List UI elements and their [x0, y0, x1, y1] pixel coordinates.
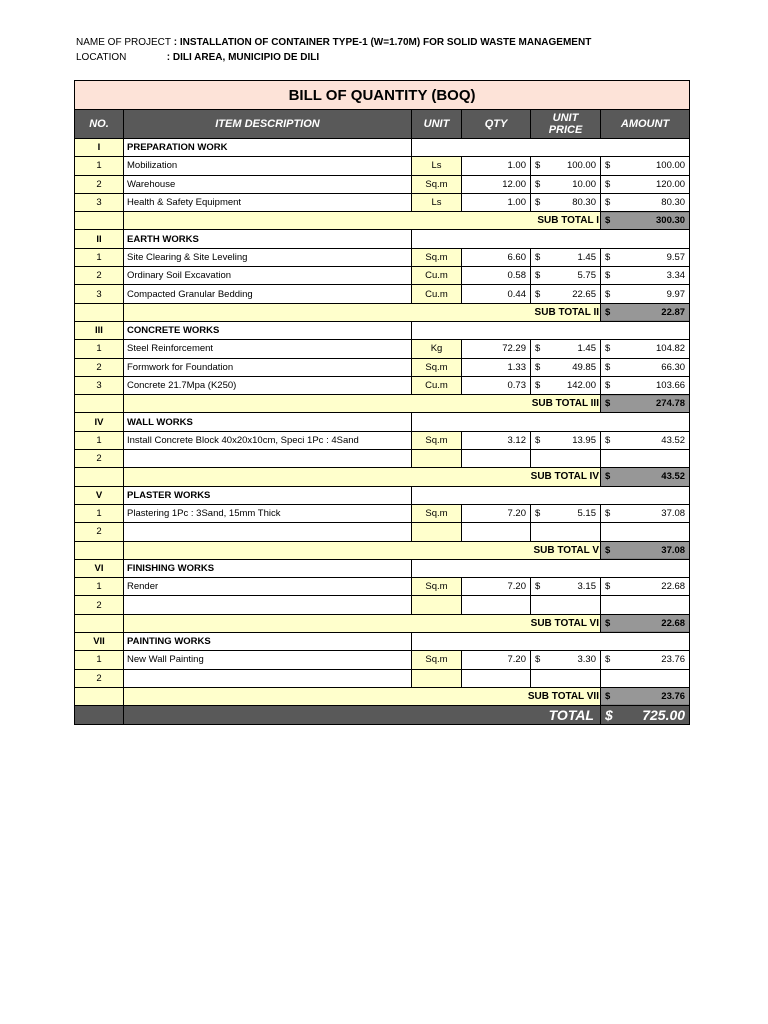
item-amount	[601, 504, 690, 522]
project-name-value: : INSTALLATION OF CONTAINER TYPE-1 (W=1.70M) FOR SOLID WASTE MANAGEMENT	[173, 37, 592, 48]
item-amount-value: 23.76	[661, 654, 686, 666]
subtotal-label: SUB TOTAL VII	[124, 687, 601, 705]
item-description	[124, 523, 412, 541]
item-unit: Sq.m	[412, 651, 462, 669]
subtotal-blank	[75, 395, 124, 413]
item-unit: Sq.m	[412, 578, 462, 596]
col-header-amount: AMOUNT	[601, 110, 690, 139]
currency-symbol: $	[535, 434, 541, 446]
item-unit	[412, 596, 462, 614]
section-row	[75, 321, 690, 339]
item-row	[75, 596, 690, 614]
currency-symbol: $	[605, 215, 611, 227]
currency-symbol: $	[605, 654, 611, 666]
item-row	[75, 157, 690, 175]
item-amount-value: 9.57	[666, 251, 686, 263]
subtotal-label: SUB TOTAL VI	[124, 614, 601, 632]
section-number: VI	[75, 559, 124, 577]
item-unit-price	[531, 376, 601, 394]
currency-symbol: $	[605, 288, 611, 300]
item-row	[75, 285, 690, 303]
item-amount	[601, 596, 690, 614]
item-description: Site Clearing & Site Leveling	[124, 248, 412, 266]
col-header-description: ITEM DESCRIPTION	[124, 110, 412, 139]
item-row	[75, 651, 690, 669]
item-row	[75, 450, 690, 468]
section-row-blank	[412, 633, 690, 651]
item-qty	[462, 669, 531, 687]
section-number: I	[75, 139, 124, 157]
section-number: VII	[75, 633, 124, 651]
item-unit: Sq.m	[412, 504, 462, 522]
section-title: PREPARATION WORK	[124, 139, 412, 157]
currency-symbol: $	[535, 343, 541, 355]
currency-symbol: $	[535, 270, 541, 282]
item-unit-price-value: 5.75	[577, 270, 596, 282]
item-unit: Cu.m	[412, 267, 462, 285]
item-number: 3	[75, 285, 124, 303]
item-row	[75, 669, 690, 687]
total-row	[75, 706, 690, 725]
item-description: Ordinary Soil Excavation	[124, 267, 412, 285]
item-amount-value: 103.66	[656, 380, 686, 391]
section-title: FINISHING WORKS	[124, 559, 412, 577]
item-amount	[601, 285, 690, 303]
item-description: Compacted Granular Bedding	[124, 285, 412, 303]
currency-symbol: $	[535, 508, 541, 520]
subtotal-amount-value: 300.30	[656, 215, 686, 227]
item-qty: 7.20	[462, 651, 531, 669]
subtotal-blank	[75, 303, 124, 321]
item-row	[75, 376, 690, 394]
item-unit-price-value: 22.65	[572, 288, 596, 300]
section-row	[75, 413, 690, 431]
item-number: 2	[75, 175, 124, 193]
item-unit-price-value: 80.30	[572, 197, 596, 209]
item-description: Install Concrete Block 40x20x10cm, Speci 1Pc : 4Sand	[124, 431, 412, 449]
item-amount	[601, 267, 690, 285]
section-row	[75, 230, 690, 248]
item-amount	[601, 248, 690, 266]
subtotal-blank	[75, 212, 124, 230]
item-number: 2	[75, 450, 124, 468]
item-row	[75, 504, 690, 522]
subtotal-amount	[601, 614, 690, 632]
total-blank	[75, 706, 124, 725]
currency-symbol: $	[605, 581, 611, 593]
subtotal-blank	[75, 468, 124, 486]
currency-symbol: $	[605, 471, 611, 483]
section-row-blank	[412, 139, 690, 157]
currency-symbol: $	[605, 160, 611, 172]
currency-symbol: $	[605, 306, 611, 318]
item-number: 2	[75, 596, 124, 614]
item-number: 1	[75, 578, 124, 596]
section-title: PAINTING WORKS	[124, 633, 412, 651]
item-unit-price-value: 3.15	[577, 581, 596, 593]
item-unit: Cu.m	[412, 285, 462, 303]
section-row	[75, 139, 690, 157]
item-qty: 7.20	[462, 578, 531, 596]
item-amount-value: 3.34	[666, 270, 686, 282]
item-amount	[601, 431, 690, 449]
col-header-unit: UNIT	[412, 110, 462, 139]
subtotal-row	[75, 212, 690, 230]
item-amount	[601, 193, 690, 211]
item-row	[75, 248, 690, 266]
section-row-blank	[412, 559, 690, 577]
item-description: New Wall Painting	[124, 651, 412, 669]
section-row	[75, 559, 690, 577]
item-unit: Sq.m	[412, 248, 462, 266]
item-qty	[462, 450, 531, 468]
subtotal-row	[75, 614, 690, 632]
total-amount-value: 725.00	[642, 706, 686, 723]
currency-symbol: $	[605, 361, 611, 373]
item-number: 2	[75, 358, 124, 376]
currency-symbol: $	[535, 380, 541, 391]
currency-symbol: $	[605, 434, 611, 446]
item-number: 3	[75, 376, 124, 394]
subtotal-amount-value: 22.68	[661, 617, 686, 629]
item-amount-value: 100.00	[656, 160, 686, 172]
item-row	[75, 431, 690, 449]
section-row-blank	[412, 486, 690, 504]
item-unit-price-value: 49.85	[572, 361, 596, 373]
currency-symbol: $	[605, 343, 611, 355]
item-unit: Cu.m	[412, 376, 462, 394]
total-currency-symbol: $	[605, 706, 613, 723]
currency-symbol: $	[605, 508, 611, 520]
item-description	[124, 450, 412, 468]
item-amount	[601, 669, 690, 687]
item-unit-price	[531, 175, 601, 193]
item-description	[124, 596, 412, 614]
subtotal-amount	[601, 212, 690, 230]
item-number: 1	[75, 157, 124, 175]
item-unit-price	[531, 285, 601, 303]
currency-symbol: $	[535, 361, 541, 373]
section-row-blank	[412, 321, 690, 339]
col-header-qty: QTY	[462, 110, 531, 139]
item-qty: 1.00	[462, 193, 531, 211]
subtotal-amount	[601, 687, 690, 705]
item-number: 1	[75, 651, 124, 669]
project-name-line	[76, 37, 591, 48]
section-title: PLASTER WORKS	[124, 486, 412, 504]
subtotal-label: SUB TOTAL IV	[124, 468, 601, 486]
subtotal-label: SUB TOTAL III	[124, 395, 601, 413]
item-number: 1	[75, 504, 124, 522]
item-amount	[601, 157, 690, 175]
item-unit	[412, 523, 462, 541]
item-qty	[462, 523, 531, 541]
item-unit-price	[531, 358, 601, 376]
item-number: 2	[75, 523, 124, 541]
item-amount-value: 9.97	[666, 288, 686, 300]
currency-symbol: $	[535, 581, 541, 593]
currency-symbol: $	[605, 380, 611, 391]
item-description: Steel Reinforcement	[124, 340, 412, 358]
currency-symbol: $	[535, 160, 541, 172]
item-qty: 7.20	[462, 504, 531, 522]
item-unit-price	[531, 523, 601, 541]
item-unit-price	[531, 504, 601, 522]
subtotal-row	[75, 303, 690, 321]
item-qty: 6.60	[462, 248, 531, 266]
subtotal-row	[75, 468, 690, 486]
location-label: LOCATION	[76, 52, 127, 63]
item-description: Render	[124, 578, 412, 596]
item-qty: 1.33	[462, 358, 531, 376]
item-unit-price	[531, 340, 601, 358]
section-number: III	[75, 321, 124, 339]
item-amount-value: 80.30	[661, 197, 686, 209]
item-amount	[601, 340, 690, 358]
item-unit-price	[531, 578, 601, 596]
item-amount-value: 104.82	[656, 343, 686, 355]
subtotal-blank	[75, 614, 124, 632]
item-unit: Ls	[412, 157, 462, 175]
subtotal-amount	[601, 303, 690, 321]
item-unit-price	[531, 431, 601, 449]
subtotal-amount	[601, 395, 690, 413]
section-row	[75, 633, 690, 651]
section-title: EARTH WORKS	[124, 230, 412, 248]
currency-symbol: $	[605, 398, 611, 410]
item-qty: 3.12	[462, 431, 531, 449]
subtotal-row	[75, 395, 690, 413]
item-qty: 72.29	[462, 340, 531, 358]
item-unit: Ls	[412, 193, 462, 211]
boq-table	[74, 80, 690, 725]
currency-symbol: $	[605, 270, 611, 282]
section-number: V	[75, 486, 124, 504]
col-header-unit-price-line1: UNIT	[552, 112, 579, 124]
currency-symbol: $	[535, 288, 541, 300]
item-unit-price-value: 100.00	[566, 160, 596, 172]
section-row-blank	[412, 230, 690, 248]
boq-title-row	[75, 81, 690, 110]
section-row-blank	[412, 413, 690, 431]
item-unit-price-value: 1.45	[577, 251, 596, 263]
item-amount	[601, 651, 690, 669]
currency-symbol: $	[605, 178, 611, 190]
currency-symbol: $	[535, 197, 541, 209]
item-unit: Sq.m	[412, 358, 462, 376]
item-amount	[601, 358, 690, 376]
item-unit-price-value: 5.15	[577, 508, 596, 520]
subtotal-amount-value: 22.87	[661, 306, 686, 318]
subtotal-amount-value: 37.08	[661, 544, 686, 556]
item-amount	[601, 523, 690, 541]
location-value: : DILI AREA, MUNICIPIO DE DILI	[166, 52, 320, 63]
item-amount	[601, 175, 690, 193]
item-unit	[412, 669, 462, 687]
currency-symbol: $	[535, 178, 541, 190]
item-qty	[462, 596, 531, 614]
subtotal-amount-value: 43.52	[661, 471, 686, 483]
item-number: 2	[75, 267, 124, 285]
item-qty: 12.00	[462, 175, 531, 193]
item-number: 1	[75, 248, 124, 266]
subtotal-amount	[601, 468, 690, 486]
currency-symbol: $	[605, 691, 611, 703]
item-amount-value: 22.68	[661, 581, 686, 593]
item-qty: 0.58	[462, 267, 531, 285]
subtotal-amount	[601, 541, 690, 559]
item-description: Formwork for Foundation	[124, 358, 412, 376]
item-unit-price	[531, 248, 601, 266]
item-number: 1	[75, 340, 124, 358]
item-unit	[412, 450, 462, 468]
subtotal-label: SUB TOTAL II	[124, 303, 601, 321]
item-unit-price-value: 13.95	[572, 434, 596, 446]
item-amount-value: 37.08	[661, 508, 686, 520]
item-qty: 1.00	[462, 157, 531, 175]
item-description: Plastering 1Pc : 3Sand, 15mm Thick	[124, 504, 412, 522]
item-qty: 0.73	[462, 376, 531, 394]
currency-symbol: $	[535, 251, 541, 263]
col-header-no: NO.	[75, 110, 124, 139]
item-description: Warehouse	[124, 175, 412, 193]
item-row	[75, 358, 690, 376]
item-row	[75, 523, 690, 541]
item-amount-value: 43.52	[661, 434, 686, 446]
currency-symbol: $	[605, 544, 611, 556]
item-amount-value: 66.30	[661, 361, 686, 373]
section-row	[75, 486, 690, 504]
item-unit: Sq.m	[412, 431, 462, 449]
currency-symbol: $	[605, 617, 611, 629]
column-header-row	[75, 110, 690, 139]
item-unit: Kg	[412, 340, 462, 358]
item-unit-price	[531, 157, 601, 175]
item-unit-price	[531, 193, 601, 211]
currency-symbol: $	[605, 197, 611, 209]
item-unit-price	[531, 450, 601, 468]
subtotal-row	[75, 541, 690, 559]
item-amount-value: 120.00	[656, 178, 686, 190]
item-description: Concrete 21.7Mpa (K250)	[124, 376, 412, 394]
item-number: 1	[75, 431, 124, 449]
item-unit-price-value: 142.00	[566, 380, 596, 391]
item-description: Health & Safety Equipment	[124, 193, 412, 211]
item-row	[75, 578, 690, 596]
item-unit: Sq.m	[412, 175, 462, 193]
subtotal-blank	[75, 687, 124, 705]
section-number: IV	[75, 413, 124, 431]
subtotal-row	[75, 687, 690, 705]
item-row	[75, 193, 690, 211]
item-row	[75, 340, 690, 358]
item-unit-price-value: 1.45	[577, 343, 596, 355]
item-row	[75, 175, 690, 193]
item-amount	[601, 376, 690, 394]
col-header-unit-price	[531, 110, 601, 139]
item-unit-price-value: 10.00	[572, 178, 596, 190]
item-unit-price-value: 3.30	[577, 654, 596, 666]
item-unit-price	[531, 596, 601, 614]
item-row	[75, 267, 690, 285]
boq-title: BILL OF QUANTITY (BOQ)	[75, 81, 690, 110]
subtotal-amount-value: 274.78	[656, 398, 686, 410]
subtotal-label: SUB TOTAL I	[124, 212, 601, 230]
item-number: 3	[75, 193, 124, 211]
subtotal-amount-value: 23.76	[661, 691, 686, 703]
item-qty: 0.44	[462, 285, 531, 303]
section-number: II	[75, 230, 124, 248]
item-amount	[601, 450, 690, 468]
total-label: TOTAL	[124, 706, 601, 725]
item-description: Mobilization	[124, 157, 412, 175]
subtotal-blank	[75, 541, 124, 559]
section-title: CONCRETE WORKS	[124, 321, 412, 339]
currency-symbol: $	[605, 251, 611, 263]
item-unit-price	[531, 669, 601, 687]
project-name-label: NAME OF PROJECT	[76, 37, 172, 48]
total-amount	[601, 706, 690, 725]
item-description	[124, 669, 412, 687]
location-line	[76, 52, 319, 63]
item-unit-price	[531, 651, 601, 669]
item-unit-price	[531, 267, 601, 285]
subtotal-label: SUB TOTAL V	[124, 541, 601, 559]
item-number: 2	[75, 669, 124, 687]
col-header-unit-price-line2: PRICE	[548, 124, 583, 136]
section-title: WALL WORKS	[124, 413, 412, 431]
currency-symbol: $	[535, 654, 541, 666]
item-amount	[601, 578, 690, 596]
